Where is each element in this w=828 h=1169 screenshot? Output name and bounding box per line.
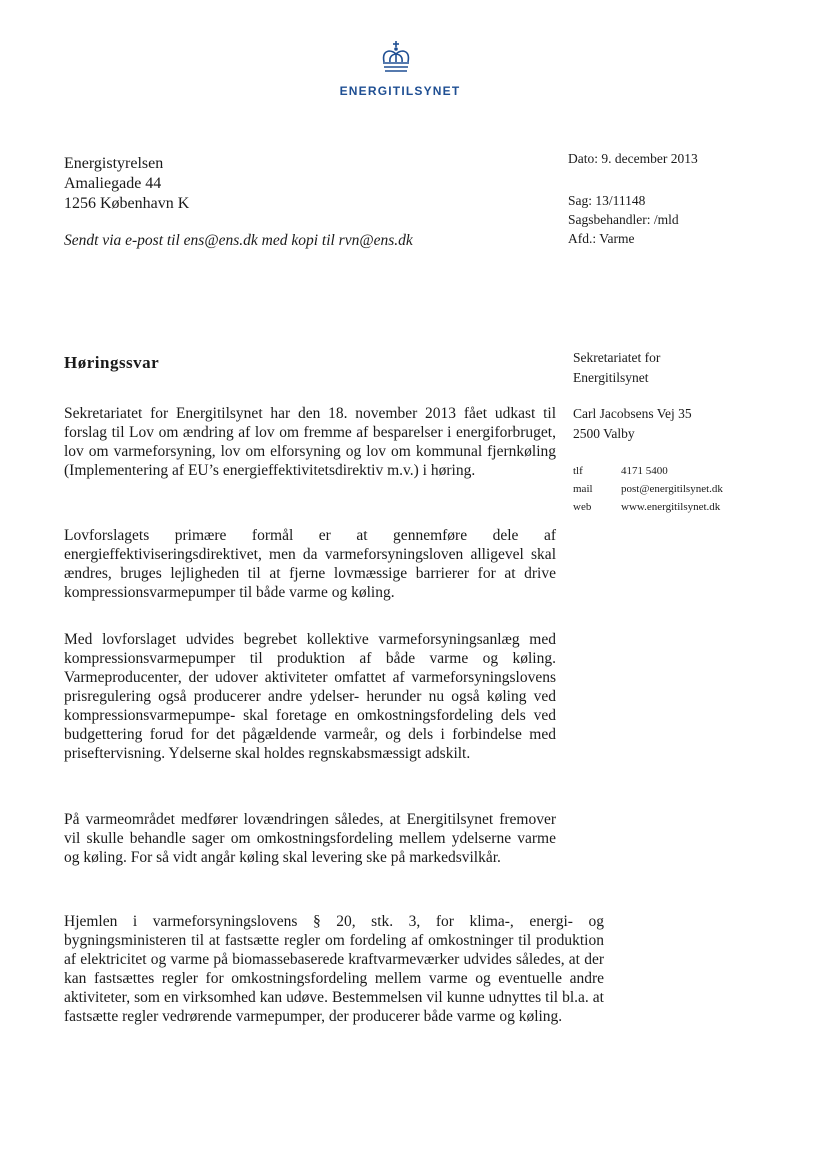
contact-label: tlf: [573, 465, 583, 477]
sender-organization: [573, 348, 660, 388]
sender-org-line: Sekretariatet for: [573, 350, 661, 365]
contact-label: mail: [573, 483, 593, 495]
contact-mail: [573, 480, 723, 498]
contact-value: post@energitilsynet.dk: [621, 483, 723, 495]
letter-date: Dato: 9. december 2013: [568, 151, 698, 166]
logo-wordmark: ENERGITILSYNET: [339, 84, 461, 98]
sender-contact: [573, 462, 723, 516]
recipient-line: Energistyrelsen: [64, 155, 164, 172]
body-paragraph: Sekretariatet for Energitilsynet har den 18. november 2013 fået udkast til forslag til Lov om ændring af lov om fremme af besparelser i energiforbruget, lov om varmeforsyning, lov om elforsyning og lov om kommunal fjernkøling (Implementering af EU’s energieffektivitetsdirektiv m.v.) i høring.: [64, 405, 556, 479]
crown-icon: [378, 40, 414, 76]
document-title: Høringssvar: [64, 353, 160, 372]
recipient-line: 1256 København K: [64, 195, 190, 212]
case-number: Sag: 13/11148: [568, 193, 646, 208]
body-paragraph: Hjemlen i varmeforsyningslovens § 20, stk. 3, for klima-, energi- og bygningsministeren til at fastsætte regler om fordeling af omkostninger til produktion af elektricitet og varme på biomassebaserede kraftvarmeværker udvides således, at der kan fastsættes regler for omkostningsfordeling mellem varme og eventuelle andre aktiviteter, som en virksomhed kan udøve. Bestemmelsen vil kunne udnyttes til bl.a. at fastsætte regler vedrørende varmepumper, der producerer både varme og køling.: [64, 913, 604, 1025]
contact-phone: [573, 462, 723, 480]
sent-via-note: Sendt via e-post til ens@ens.dk med kopi til rvn@ens.dk: [64, 232, 413, 249]
body-paragraph: På varmeområdet medfører lovændringen således, at Energitilsynet fremover vil skulle behandle sager om omkostningsfordeling mellem ydelserne varme og køling. For så vidt angår køling skal levering ske på markedsvilkår.: [64, 811, 556, 866]
contact-value: 4171 5400: [621, 465, 668, 477]
case-handler: Sagsbehandler: /mld: [568, 212, 679, 227]
recipient-line: Amaliegade 44: [64, 175, 162, 192]
contact-label: web: [573, 501, 592, 513]
case-info: [568, 191, 679, 248]
sender-org-line: Energitilsynet: [573, 370, 649, 385]
sender-address-line: 2500 Valby: [573, 426, 635, 441]
recipient-address: [64, 154, 189, 214]
body-paragraph: Lovforslagets primære formål er at gennemføre dele af energieffektiviseringsdirektivet, men da varmeforsyningsloven alligevel skal ændres, bruges lejligheden til at fjerne lovmæssige barrierer for at drive kompressionsvarmepumper til både varme og køling.: [64, 527, 556, 601]
contact-web: [573, 498, 723, 516]
sender-address: [573, 404, 692, 444]
department: Afd.: Varme: [568, 231, 635, 246]
contact-value: www.energitilsynet.dk: [621, 501, 721, 513]
body-paragraph: Med lovforslaget udvides begrebet kollektive varmeforsyningsanlæg med kompressionsvarmepumper til produktion af både varme og køling. Varmeproducenter, der udover aktiviteter omfattet af varmeforsyningslovens prisregulering også producerer andre ydelser- herunder nu også køling ved kompressionsvarmepumpe- skal foretage en omkostningsfordeling dels ved budgettering forud for det pågældende varmeår, og dels i forbindelse med priseftervisning. Ydelserne skal holdes regnskabsmæssigt adskilt.: [64, 631, 556, 762]
sender-address-line: Carl Jacobsens Vej 35: [573, 406, 692, 421]
